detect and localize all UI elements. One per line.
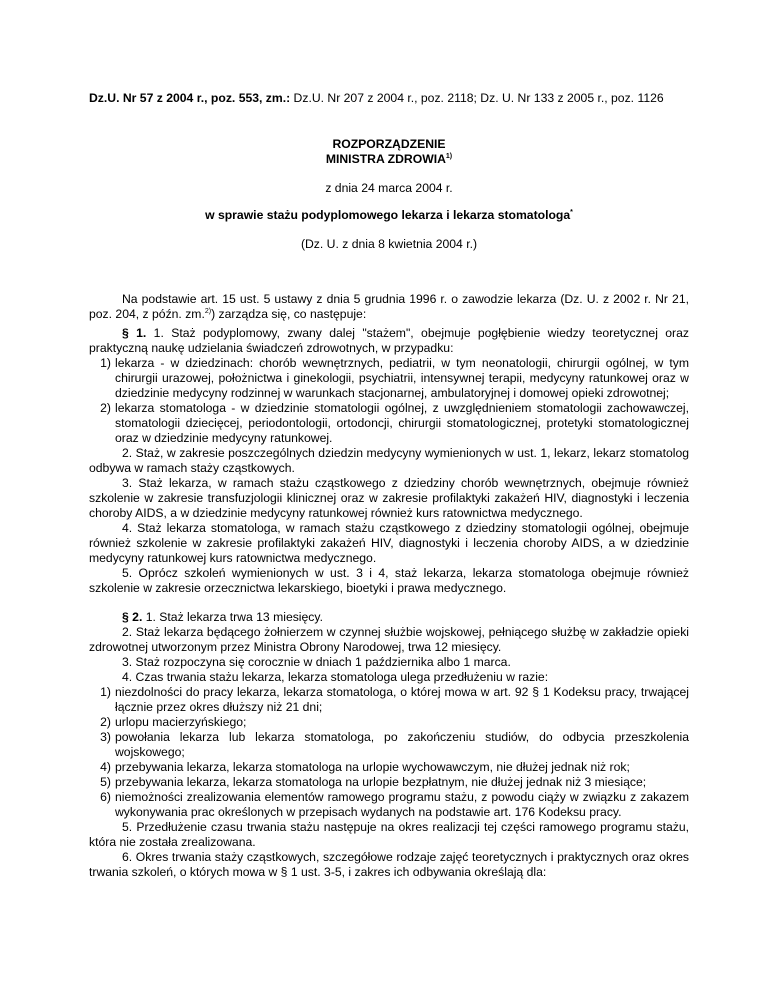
reference-amendments: Dz.U. Nr 207 z 2004 r., poz. 2118; Dz. U. Nr 133 z 2005 r., poz. 1126 xyxy=(290,91,664,105)
section-2-para-1 xyxy=(89,610,689,625)
section-1-list xyxy=(89,356,689,446)
title-line-2-wrap xyxy=(89,152,689,167)
list-item-text: powołania lekarza lub lekarza stomatologa, po zakończeniu studiów, do odbycia przeszkolenia wojskowego; xyxy=(115,730,689,759)
subject-footnote-marker: * xyxy=(570,208,573,216)
section-2-list xyxy=(89,685,689,820)
list-item-number: 3) xyxy=(100,730,111,744)
document-title xyxy=(89,137,689,167)
document-date: z dnia 24 marca 2004 r. xyxy=(325,181,453,195)
section-1-para-3: 3. Staż lekarza, w ramach stażu cząstkowego z dziedziny chorób wewnętrznych, obejmuje również szkolenie w zakresie transfuzjologii klinicznej oraz w zakresie profilaktyki zakażeń HIV, diagnostyki i leczenia choroby AIDS, a w dziedzinie medycyny ratunkowej również kurs ratownictwa medycznego. xyxy=(89,476,689,520)
section-2-para-2: 2. Staż lekarza będącego żołnierzem w czynnej służbie wojskowej, pełniącego służbę w zakładzie opieki zdrowotnej utworzonym przez Ministra Obrony Narodowej, trwa 12 miesięcy. xyxy=(89,625,689,654)
document-subject xyxy=(89,208,689,223)
preamble-text-end: ) zarządza się, co następuje: xyxy=(211,307,367,321)
subject-text: w sprawie stażu podyplomowego lekarza i lekarza stomatologa xyxy=(205,208,571,222)
title-line-1: ROZPORZĄDZENIE xyxy=(332,137,446,151)
list-item xyxy=(89,760,689,775)
section-1-para-1 xyxy=(89,326,689,356)
list-item-text: lekarza - w dziedzinach: chorób wewnętrznych, pediatrii, w tym neonatologii, chirurgii ogólnej, w tym chirurgii urazowej, położnictwa i ginekologii, psychiatrii, intensywnej terapii, medycyny ratunkowej oraz w dziedzinie medycyny rodzinnej w warunkach stacjonarnej, ambulatoryjnej i domowej opieki zdrowotnej; xyxy=(115,356,689,400)
list-item-number: 2) xyxy=(100,401,111,415)
section-2 xyxy=(89,610,689,880)
title-footnote-marker: 1) xyxy=(445,152,453,160)
section-2-para-5: 5. Przedłużenie czasu trwania stażu następuje na okres realizacji tej części ramowego programu stażu, która nie została zrealizowana. xyxy=(89,820,689,849)
list-item xyxy=(89,356,689,401)
list-item xyxy=(89,730,689,760)
publication-note: (Dz. U. z dnia 8 kwietnia 2004 r.) xyxy=(300,237,478,251)
preamble-text: Na podstawie art. 15 ust. 5 ustawy z dnia 5 grudnia 1996 r. o zawodzie lekarza (Dz. U. z 2002 r. Nr 21, poz. 204, z późn. zm. xyxy=(89,292,689,321)
section-2-mark: § 2. xyxy=(122,610,143,624)
list-item xyxy=(89,775,689,790)
list-item-text: niemożności zrealizowania elementów ramowego programu stażu, z powodu ciąży w związku z zakazem wykonywania prac określonych w przepisach wydanych na podstawie art. 176 Kodeksu pracy. xyxy=(115,790,689,819)
section-1-mark: § 1. xyxy=(122,326,147,340)
list-item-number: 1) xyxy=(100,685,111,699)
section-1-para-4: 4. Staż lekarza stomatologa, w ramach stażu cząstkowego z dziedziny stomatologii ogólnej, obejmuje również szkolenie w zakresie profilaktyki zakażeń HIV, diagnostyki i leczenia choroby AIDS, a w dziedzinie medycyny ratunkowej kurs ratownictwa medycznego. xyxy=(89,521,689,565)
preamble-footnote-marker: 2) xyxy=(204,307,212,315)
list-item xyxy=(89,790,689,820)
list-item-text: przebywania lekarza, lekarza stomatologa na urlopie bezpłatnym, nie dłużej jednak niż 3 miesiące; xyxy=(115,775,647,789)
section-2-para-1-text: 1. Staż lekarza trwa 13 miesięcy. xyxy=(142,610,323,624)
list-item xyxy=(89,715,689,730)
list-item-number: 4) xyxy=(100,760,111,774)
section-1-para-2: 2. Staż, w zakresie poszczególnych dziedzin medycyny wymienionych w ust. 1, lekarz, lekarz stomatolog odbywa w ramach staży cząstkowych. xyxy=(89,446,689,475)
section-1 xyxy=(89,326,689,596)
title-line-2: MINISTRA ZDROWIA xyxy=(325,152,446,166)
list-item-text: urlopu macierzyńskiego; xyxy=(115,715,247,729)
section-1-para-1-text: 1. Staż podyplomowy, zwany dalej "stażem", obejmuje pogłębienie wiedzy teoretycznej oraz praktyczną naukę udzielania świadczeń zdrowotnych, w przypadku: xyxy=(89,326,689,355)
list-item-number: 2) xyxy=(100,715,111,729)
section-2-para-4: 4. Czas trwania stażu lekarza, lekarza stomatologa ulega przedłużeniu w razie: xyxy=(122,670,549,684)
section-1-para-5: 5. Oprócz szkoleń wymienionych w ust. 3 i 4, staż lekarza, lekarza stomatologa obejmuje również szkolenie w zakresie orzecznictwa lekarskiego, bioetyki i prawa medycznego. xyxy=(89,566,689,595)
preamble xyxy=(89,292,689,322)
list-item-text: przebywania lekarza, lekarza stomatologa na urlopie wychowawczym, nie dłużej jednak niż rok; xyxy=(115,760,630,774)
reference-main: Dz.U. Nr 57 z 2004 r., poz. 553, zm.: xyxy=(89,91,291,105)
section-2-para-3: 3. Staż rozpoczyna się corocznie w dniach 1 października albo 1 marca. xyxy=(122,655,511,669)
list-item-number: 1) xyxy=(100,356,111,370)
journal-reference xyxy=(89,91,689,106)
list-item-text: niezdolności do pracy lekarza, lekarza stomatologa, o której mowa w art. 92 § 1 Kodeksu pracy, trwającej łącznie przez okres dłuższy niż 21 dni; xyxy=(115,685,689,714)
list-item-text: lekarza stomatologa - w dziedzinie stomatologii ogólnej, z uwzględnieniem stomatologii zachowawczej, stomatologii dziecięcej, periodontologii, ortodoncji, chirurgii stomatologicznej, protetyki stomatologicznej oraz w dziedzinie medycyny ratunkowej. xyxy=(115,401,689,445)
section-2-para-6: 6. Okres trwania staży cząstkowych, szczegółowe rodzaje zajęć teoretycznych i praktycznych oraz okres trwania szkoleń, o których mowa w § 1 ust. 3-5, i zakres ich odbywania określają dla: xyxy=(89,850,689,879)
list-item xyxy=(89,401,689,446)
list-item-number: 5) xyxy=(100,775,111,789)
list-item xyxy=(89,685,689,715)
list-item-number: 6) xyxy=(100,790,111,804)
